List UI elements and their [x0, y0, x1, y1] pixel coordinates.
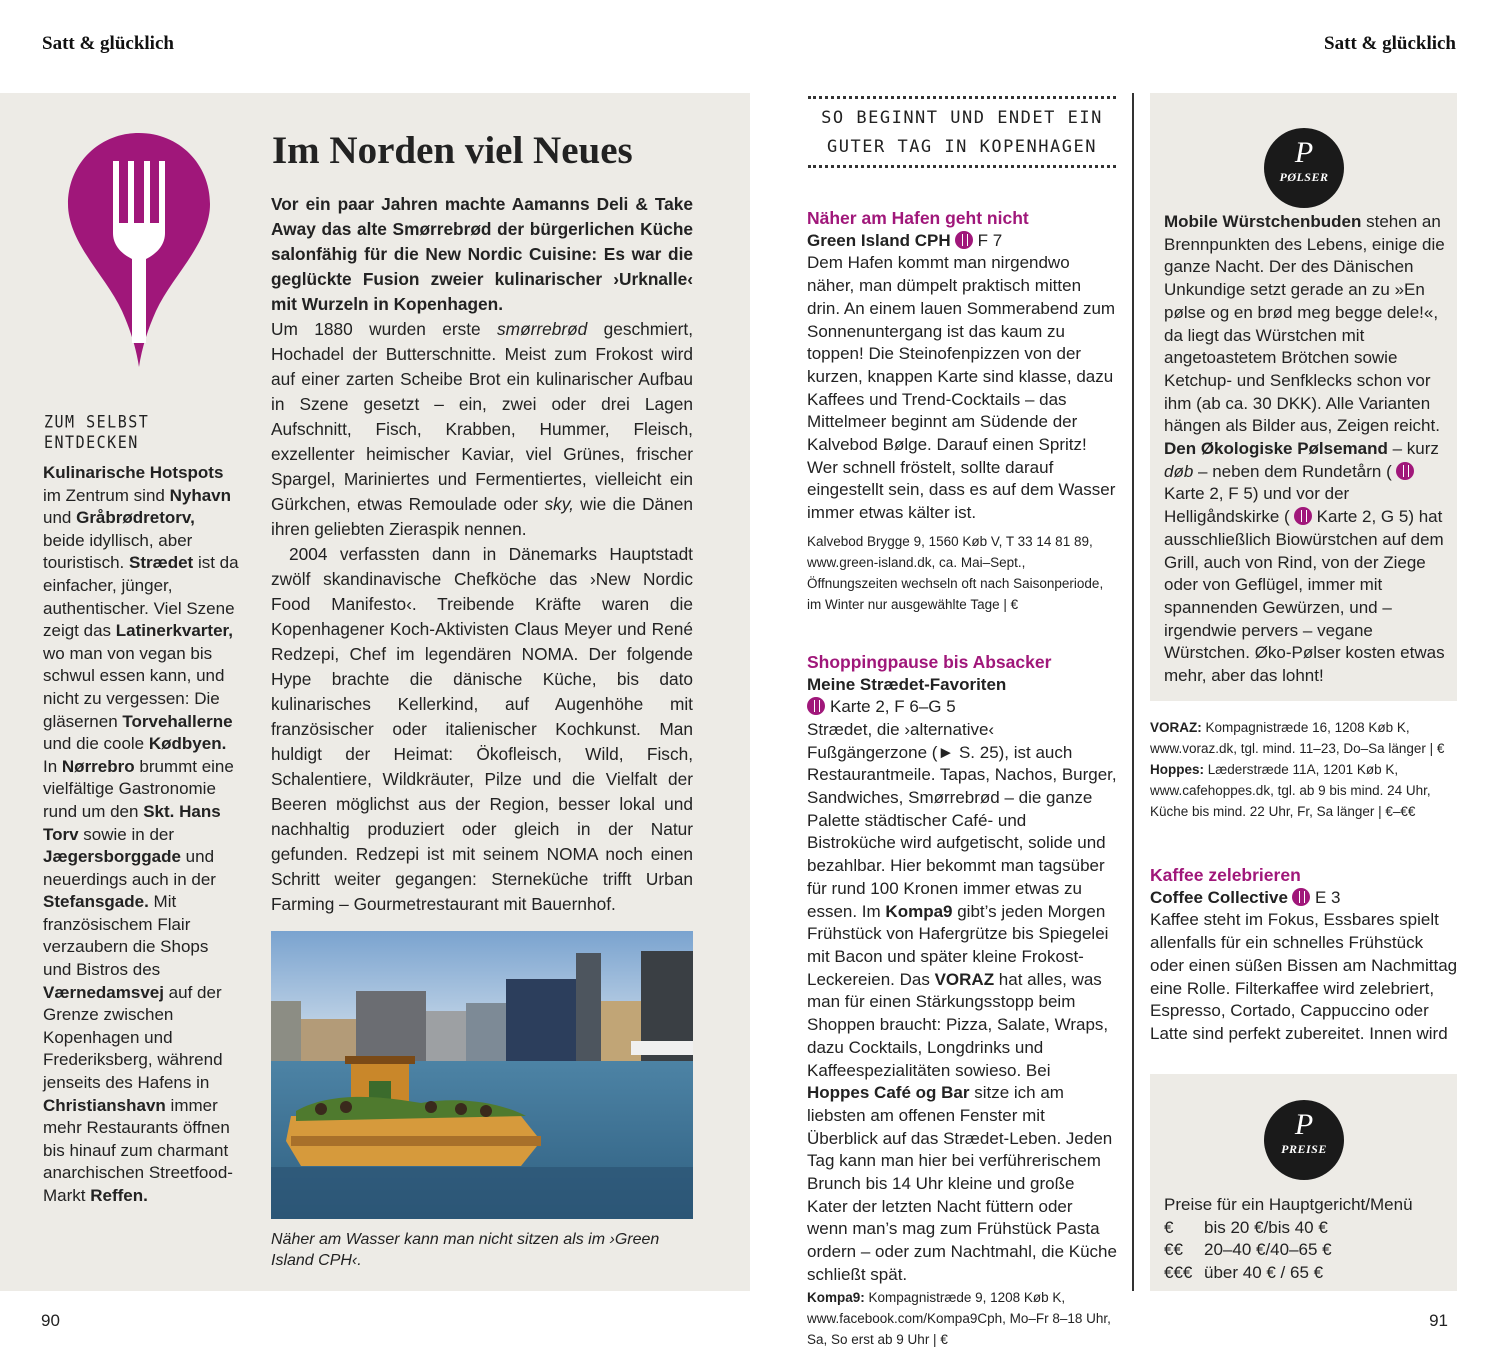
page-number-left: 90 [41, 1311, 60, 1330]
article-title: Im Norden viel Neues [272, 129, 633, 172]
section-head-shopping: Shoppingpause bis Absacker [807, 651, 1052, 672]
preise-badge [1264, 1100, 1344, 1180]
article-body [271, 192, 693, 917]
price-symbol: €€€ [1164, 1263, 1193, 1283]
price-value: 20–40 €/40–65 € [1204, 1240, 1332, 1260]
poelser-badge [1264, 128, 1344, 208]
title-dotted-rule-bottom [808, 165, 1116, 168]
map-ref: Karte 2, F 6–G 5 [830, 697, 956, 717]
info-label: Hoppes: [1150, 762, 1204, 777]
price-symbol: €€ [1164, 1240, 1183, 1260]
title-dotted-rule-top [808, 96, 1116, 99]
price-row [1164, 1239, 1454, 1262]
price-value: über 40 € / 65 € [1204, 1263, 1324, 1283]
place-line-green-island [807, 230, 1117, 253]
sidebar-title: ZUM SELBST ENTDECKEN [44, 411, 150, 453]
map-pin-icon [807, 697, 825, 715]
map-ref: E 3 [1314, 887, 1341, 907]
column-divider [1132, 93, 1134, 1291]
place-line-coffee [1150, 887, 1460, 910]
info-text: Kompagnistræde 16, 1208 Køb K, www.voraz.dk, tgl. mind. 11–23, Do–Sa länger | € [1150, 720, 1445, 756]
badge-letter: P [1294, 136, 1314, 169]
price-value: bis 20 €/bis 40 € [1204, 1217, 1328, 1237]
running-header-right: Satt & glücklich [1324, 33, 1456, 54]
badge-letter: P [1294, 1108, 1314, 1141]
place-name: Meine Strædet-Favoriten [807, 674, 1007, 694]
info-green-island: Kalvebod Brygge 9, 1560 Køb V, T 33 14 81 89, www.green-island.dk, ca. Mai–Sept., Öffnungszeiten wechseln oft nach Saisonperiode, im Winter nur ausgewählte Tage | € [807, 533, 1104, 612]
running-header-left: Satt & glücklich [42, 33, 174, 54]
article-paragraph-1: Um 1880 wurden erste smørrebrød geschmiert, Hochadel der Butterschnitte. Meist zum Frokost wird auf einer zarten Scheibe Brot ein kulinarischer Aufbau in Szene gesetzt – ein, zwei oder drei Lagen Aufschnitt, Fisch, Krabben, Hummer, Fleisch, exzellenter heimischer Kaviar, viel Grünes, frischer Spargel, Mariniertes und Fermentiertes, vielleicht ein Gürkchen, etwas Remoulade oder sky, wie die Dänen ihren geliebten Zieraspik nennen. [271, 319, 693, 539]
info-voraz [1150, 717, 1450, 759]
section-text: Strædet, die ›alternative‹ Fußgängerzone (► S. 25), ist auch Restaurantmeile. Tapas, Nachos, Burger, Sandwiches, Smørrebrød – die ganze Palette städtischer Café- und Bistroküche wird aufgetischt, solide und bezahlbar. Hier bekommt man tagsüber für rund 100 Kronen immer etwas zu essen. Im Kompa9 gibt’s jeden Morgen Frühstück von Hafergrütze bis Spiegelei mit Bacon und später kleine Frokost-Leckereien. Das VORAZ hat alles, was man für einen Stärkungsstopp beim Shoppen braucht: Pizza, Salate, Wraps, dazu Cocktails, Longdrinks und Kaffeespezialitäten sowieso. Bei Hoppes Café og Bar sitze ich am liebsten am offenen Fenster mit Überblick auf das Strædet-Leben. Jeden Tag kann man hier bei verführerischem Brunch bis 14 Uhr kleine und große Kater der letzten Nacht füttern oder wenn man’s mag zum Frühstück Pasta ordern – oder zum Nachtmahl, die Küche schließt spät. [807, 719, 1117, 1284]
info-hoppes [1150, 759, 1450, 822]
sidebar-text: Kulinarische Hotspots im Zentrum sind Nyhavn und Gråbrødretorv, beide idyllisch, aber touristisch. Strædet ist da einfacher, jünger, authentischer. Viel Szene zeigt das Latinerkvarter, wo man von vegan bis schwul essen kann, und nicht zu vergessen: Die gläsernen Torvehallerne und die coole Kødbyen. In Nørrebro brummt eine vielfältige Gastronomie rund um den Skt. Hans Torv sowie in der Jægersborggade und neuerdings auch in der Stefansgade. Mit französischem Flair verzaubern die Shops und Bistros des Værnedamsvej auf der Grenze zwischen Kopenhagen und Frederiksberg, während jenseits des Hafens in Christianshavn immer mehr Restaurants öffnen bis hinauf zum charmant anarchischen Streetfood-Markt Reffen. [43, 463, 239, 1205]
column-title: SO BEGINNT UND ENDET EIN GUTER TAG IN KOPENHAGEN [821, 108, 1103, 157]
map-ref-line [807, 696, 1117, 719]
info-kompa9 [807, 1287, 1117, 1350]
info-text: Kompagnistræde 9, 1208 Køb K, www.facebook.com/Kompa9Cph, Mo–Fr 8–18 Uhr, Sa, So erst ab 9 Uhr | € [807, 1289, 1111, 1347]
photo-caption: Näher am Wasser kann man nicht sitzen als im ›Green Island CPH‹. [271, 1231, 660, 1269]
badge-label: PREISE [1281, 1142, 1327, 1156]
price-legend [1164, 1194, 1454, 1285]
harbour-photo [271, 931, 693, 1219]
section-text: Kaffee steht im Fokus, Essbares spielt allenfalls für ein schnelles Frühstück oder einen süßen Bissen am Nachmittag eine Rolle. Filterkaffee wird zelebriert, Espresso, Cortado, Cappuccino oder Latte sind perfekt zubereitet. Innen wird [1150, 910, 1458, 1043]
poelser-text: Mobile Würstchenbuden stehen an Brennpunkten des Lebens, einige die ganze Nacht. Der des Dänischen Unkundige setzt gerade an zu »En pølse og en brød meg begge dele!«, da liegt das Würstchen mit angetoastetem Brötchen sowie Ketchup- und Senfklecks schon vor ihm (ab ca. 30 DKK). Alle Varianten hängen als Bilder aus, Zeigen reicht. Den Økologiske Pølsemand – kurz døb – neben dem Rundetårn (Karte 2, F 5) und vor der Helligåndskirke ( Karte 2, G 5) hat ausschließlich Biowürstchen auf dem Grill, auch von Rind, von der Ziege oder von Geflügel, immer mit spannenden Gewürzen, und – irgendwie pervers – vegane Würstchen. Øko-Pølser kosten etwas mehr, aber das lohnt! [1164, 212, 1445, 686]
right-info [1150, 717, 1450, 822]
info-label: Kompa9: [807, 1289, 865, 1305]
section-text: Dem Hafen kommt man nirgendwo näher, man dümpelt praktisch mitten drin. An einem lauen Sommerabend zum Sonnenuntergang ist das kaum zu toppen! Die Steinofenpizzen von der kurzen, knappen Karte sind klasse, dazu Kaffees und Trend-Cocktails – das Mittelmeer beginnt am Südende der Kalvebod Bølge. Darauf einen Spritz! Wer schnell fröstelt, sollte darauf eingestellt sein, dass es auf dem Wasser immer etwas kälter ist. [807, 253, 1116, 523]
middle-column [807, 207, 1117, 1350]
article-paragraph-2: 2004 verfassten dann in Dänemarks Hauptstadt zwölf skandinavische Chefköche das ›New Nordic Food Manifesto‹. Treibende Kräfte waren die Kopenhagener Koch-Aktivisten Claus Meyer und René Redzepi, Chef im legendären NOMA. Der folgende Hype brachte die dänische Küche, bis dato kulinarisches Kellerkind, auf Augenhöhe mit französischer oder italienischer Kochkunst. Man huldigt der Heimat: Ökofleisch, Wild, Fisch, Schalentiere, Wildkräuter, Pilze und die Vielfalt der Beeren möglichst aus der Region, besser lokal und nachhaltig produziert oder gleich in der Natur gefunden. Redzepi ist mit seinem NOMA noch einen Schritt weiter gegangen: Sterneküche trifft Urban Farming – Gourmetrestaurant mit Bauernhof. [271, 544, 693, 914]
section-head-kaffee: Kaffee zelebrieren [1150, 865, 1301, 885]
price-symbol: € [1164, 1217, 1174, 1237]
article-lead: Vor ein paar Jahren machte Aamanns Deli & Take Away das alte Smørrebrød der bürgerlichen Küche salonfähig für die New Nordic Cuisine: Es war die geglückte Fusion zweier kulinarischer ›Urknalle‹ mit Wurzeln in Kopenhagen. [271, 194, 693, 314]
place-name: Coffee Collective [1150, 887, 1288, 907]
page-number-right: 91 [1429, 1311, 1448, 1330]
info-label: VORAZ: [1150, 720, 1202, 735]
map-pin-icon [955, 231, 973, 249]
coffee-section [1150, 864, 1460, 1046]
map-pin-icon [1292, 888, 1310, 906]
badge-label: PØLSER [1279, 170, 1329, 184]
price-row [1164, 1262, 1454, 1285]
price-row [1164, 1217, 1454, 1240]
fork-pin-icon [66, 131, 212, 369]
info-text: Læderstræde 11A, 1201 Køb K, www.cafehoppes.dk, tgl. ab 9 bis mind. 24 Uhr, Küche bis mind. 22 Uhr, Fr, Sa länger | €–€€ [1150, 762, 1431, 819]
price-title: Preise für ein Hauptgericht/Menü [1164, 1195, 1413, 1214]
place-name: Green Island CPH [807, 230, 951, 250]
section-head-hafen: Näher am Hafen geht nicht [807, 208, 1029, 228]
map-ref: F 7 [977, 230, 1003, 250]
